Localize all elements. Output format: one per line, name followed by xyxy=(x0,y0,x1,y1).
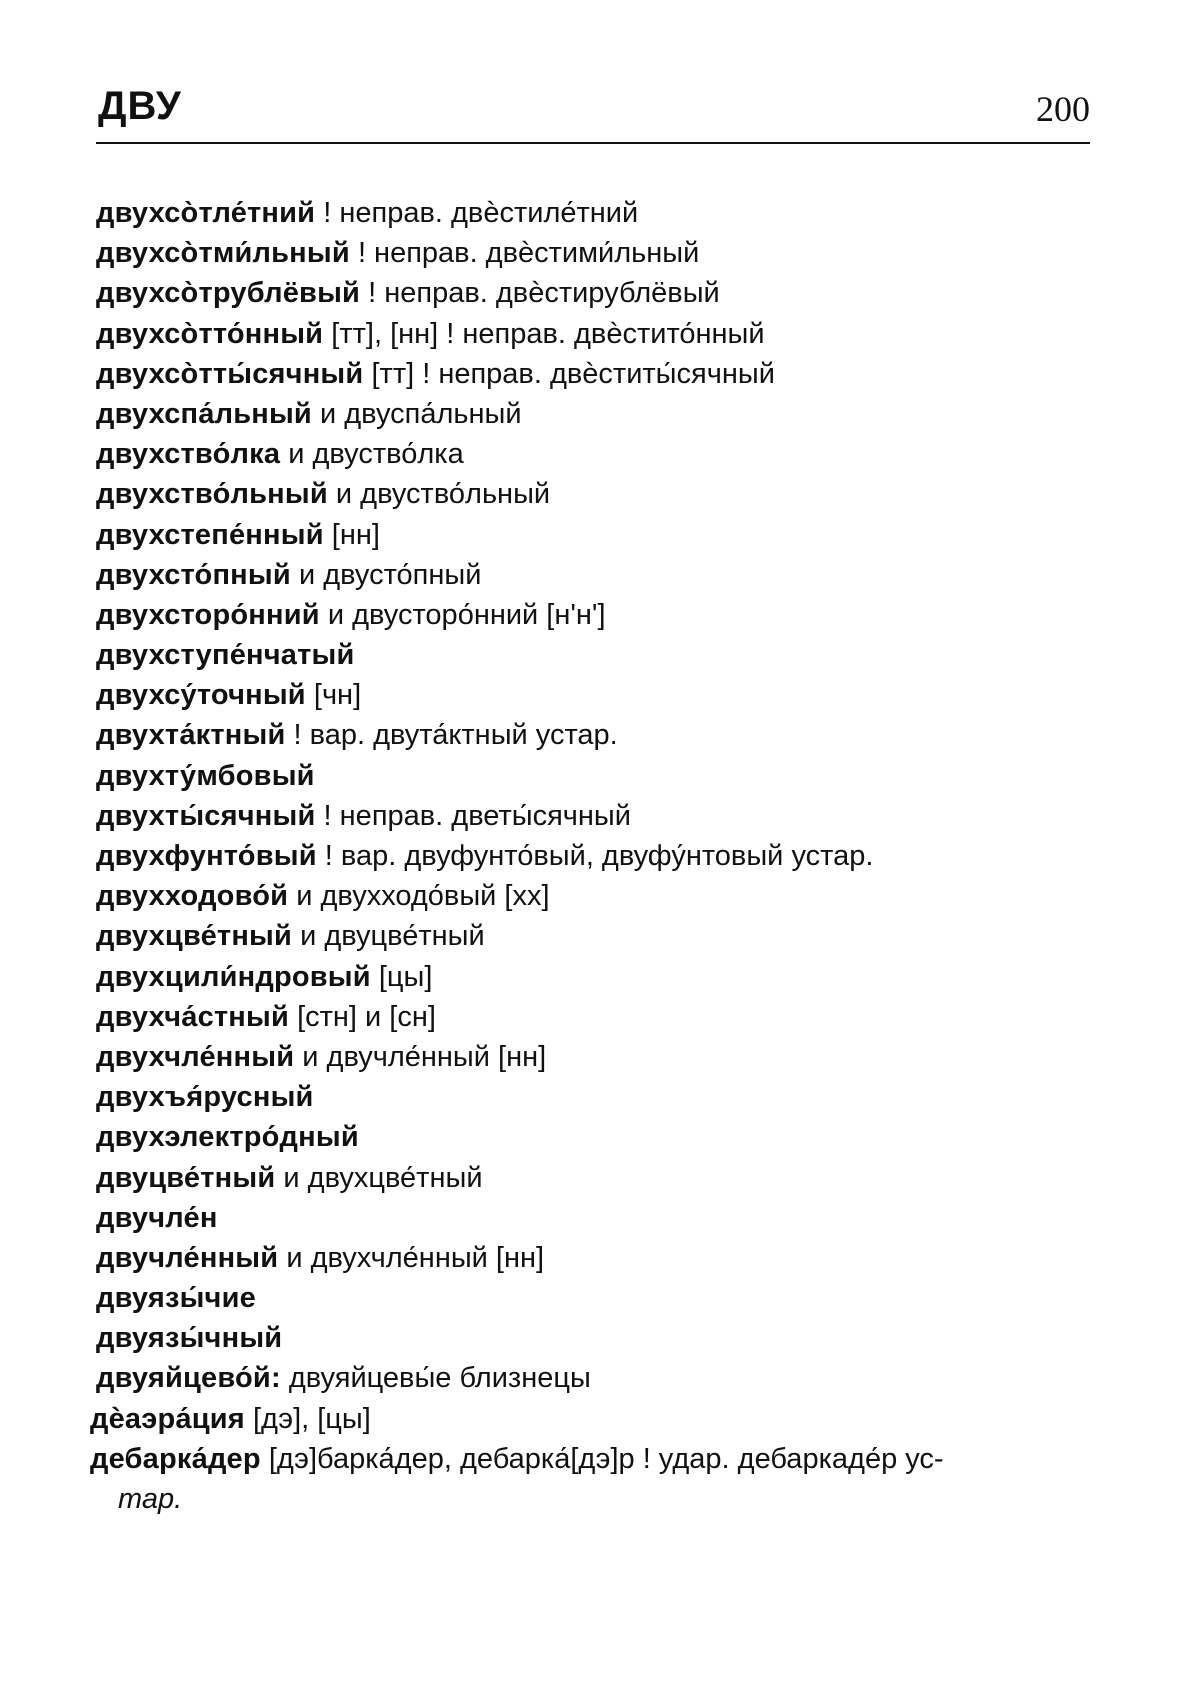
entry-note: и двухчле́нный [нн] xyxy=(278,1241,545,1274)
entry xyxy=(96,595,1096,635)
entry xyxy=(96,1198,1096,1238)
headword: двухту́мбовый xyxy=(96,759,315,792)
entry-note: [чн] xyxy=(305,679,362,712)
headword: двуязы́чие xyxy=(96,1282,256,1315)
entry-continuation xyxy=(90,1479,1096,1519)
headword: двухсо̀трублёвый xyxy=(96,277,361,310)
entry xyxy=(96,474,1096,514)
headword: двухта́ктный xyxy=(96,719,286,752)
entry-note: [тт] ! неправ. двѐститы́сячный xyxy=(363,357,775,390)
entry xyxy=(96,314,1096,354)
entry-note: [нн] xyxy=(323,518,380,551)
entry xyxy=(96,354,1096,394)
entry xyxy=(96,1077,1096,1117)
headword: двуязы́чный xyxy=(96,1322,283,1355)
entry-note: [дэ]барка́дер, дебарка́[дэ]р ! удар. дебаркаде́р ус- xyxy=(260,1442,944,1475)
entry-note: двуяйцевы́е близнецы xyxy=(280,1362,591,1395)
entry-note: и двуство́лка xyxy=(280,438,464,471)
running-head: ДВУ xyxy=(98,84,182,128)
headword: двухсо̀тто́нный xyxy=(96,317,324,350)
entry xyxy=(90,1439,1096,1479)
page-header xyxy=(96,80,1090,144)
headword: двучле́нный xyxy=(96,1241,279,1274)
entry-note: и двуспа́льный xyxy=(311,397,522,430)
entry xyxy=(96,1158,1096,1198)
entry xyxy=(96,997,1096,1037)
entry-note: ! вар. двута́ктный устар. xyxy=(285,719,618,752)
entry-note: и двусто́пный xyxy=(290,558,482,591)
entry-note: ! вар. двуфунто́вый, двуфу́нтовый устар. xyxy=(316,840,874,872)
entry xyxy=(96,1117,1096,1157)
entry xyxy=(96,675,1096,715)
page-number: 200 xyxy=(1036,89,1090,129)
entry xyxy=(96,515,1096,555)
headword: двухцве́тный xyxy=(96,920,293,953)
headword: двухство́лка xyxy=(96,438,281,471)
entry-note: ! неправ. двѐстирублёвый xyxy=(360,277,720,310)
entry xyxy=(96,434,1096,474)
entry-note: и двучле́нный [нн] xyxy=(294,1040,547,1073)
entry-note: [стн] и [сн] xyxy=(289,1000,436,1033)
entry-note: и двухходо́вый [хх] xyxy=(288,880,550,913)
headword: двухходово́й xyxy=(96,880,289,913)
headword: двухсо̀тле́тний xyxy=(96,197,316,229)
entry-note: и двухцве́тный xyxy=(275,1161,483,1194)
entry-list xyxy=(90,193,1096,1519)
entry xyxy=(96,555,1096,595)
headword: двухсу́точный xyxy=(96,679,306,712)
entry-note: и двусторо́нний [н'н'] xyxy=(319,598,606,631)
headword: двухсторо́нний xyxy=(96,598,320,631)
entry xyxy=(96,715,1096,755)
entry xyxy=(96,233,1096,273)
entry xyxy=(96,796,1096,836)
entry xyxy=(96,273,1096,313)
headword: двухсто́пный xyxy=(96,558,291,591)
entry xyxy=(96,1358,1096,1398)
headword: двухча́стный xyxy=(96,1000,290,1033)
headword: двухступе́нчатый xyxy=(96,639,355,672)
entry-note: [тт], [нн] ! неправ. двѐстито́нный xyxy=(323,317,765,350)
entry xyxy=(96,836,1096,876)
entry-note: ! неправ. двѐстими́льный xyxy=(349,237,700,270)
headword: двухстепе́нный xyxy=(96,518,324,551)
entry xyxy=(96,1037,1096,1077)
headword: двухство́льный xyxy=(96,478,328,511)
headword: двухсо̀тты́сячный xyxy=(96,357,364,390)
entry xyxy=(96,635,1096,675)
entry xyxy=(96,876,1096,916)
headword: двухчле́нный xyxy=(96,1040,295,1073)
headword: дѐаэра́ция xyxy=(90,1402,245,1435)
headword: двухты́сячный xyxy=(96,799,316,832)
headword: двухъя́русный xyxy=(96,1081,314,1114)
headword: двухспа́льный xyxy=(96,397,312,430)
entry xyxy=(96,1318,1096,1358)
headword: двухэлектро́дный xyxy=(96,1121,359,1154)
entry xyxy=(96,1238,1096,1278)
entry xyxy=(96,916,1096,956)
headword: двухсо̀тми́льный xyxy=(96,237,350,270)
entry-note: и двуство́льный xyxy=(327,478,551,511)
entry-note: ! неправ. дветы́сячный xyxy=(315,799,631,832)
headword: двучле́н xyxy=(96,1201,218,1234)
entry-note: и двуцве́тный xyxy=(292,920,485,953)
entry xyxy=(96,394,1096,434)
entry xyxy=(96,756,1096,796)
headword: двуцве́тный xyxy=(96,1161,276,1194)
entry xyxy=(90,1399,1096,1439)
entry xyxy=(96,957,1096,997)
entry-note: [цы] xyxy=(370,960,433,993)
entry xyxy=(96,193,1096,233)
entry-note: тар. xyxy=(118,1483,183,1515)
entry-note: ! неправ. двѐстиле́тний xyxy=(315,197,639,229)
headword: двухцили́ндровый xyxy=(96,960,371,993)
headword: двуяйцево́й: xyxy=(96,1362,281,1395)
headword: дебарка́дер xyxy=(90,1442,261,1475)
entry-note: [дэ], [цы] xyxy=(244,1402,371,1435)
headword: двухфунто́вый xyxy=(96,840,317,872)
entry xyxy=(96,1278,1096,1318)
